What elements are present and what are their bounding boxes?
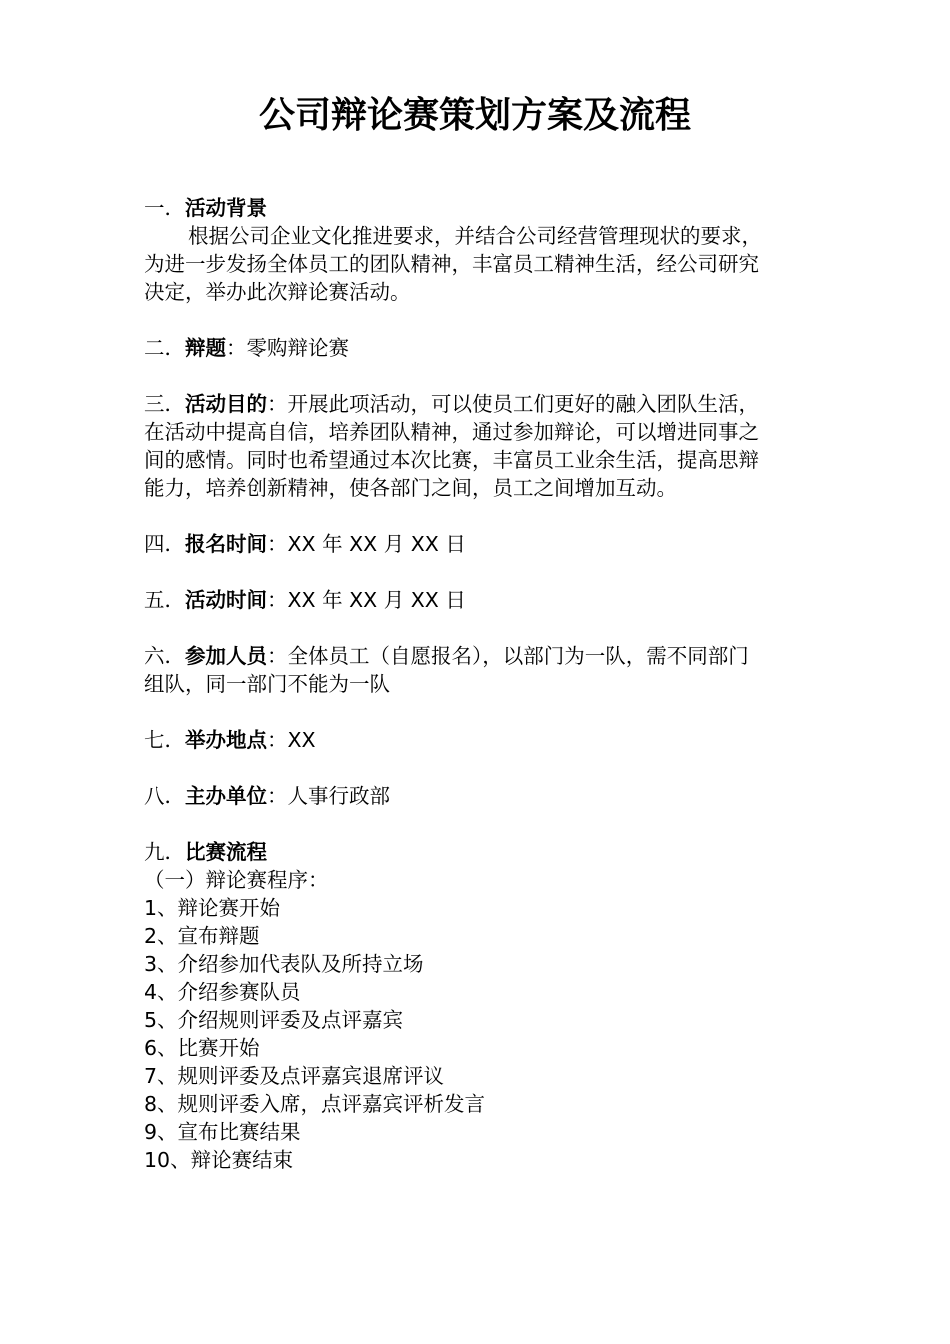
list-item: 1、辩论赛开始 <box>144 896 281 920</box>
list-item: 5、介绍规则评委及点评嘉宾 <box>144 1008 404 1032</box>
section-heading-line <box>144 334 824 362</box>
section-event-time <box>144 586 824 614</box>
paragraph-line: 能力，培养创新精神，使各部门之间，员工之间增加互动。 <box>144 476 677 500</box>
paragraph-line: 间的感情。同时也希望通过本次比赛，丰富员工业余生活，提高思辩 <box>144 448 759 472</box>
list-item: 9、宣布比赛结果 <box>144 1120 301 1144</box>
section-heading: 活动时间 <box>185 588 267 612</box>
list-item: 2、宣布辩题 <box>144 924 260 948</box>
section-number: 八． <box>144 784 185 808</box>
section-heading: 比赛流程 <box>185 840 267 864</box>
section-heading-line <box>144 586 824 614</box>
section-topic <box>144 334 824 362</box>
paragraph-line: 为进一步发扬全体员工的团队精神，丰富员工精神生活，经公司研究 <box>144 252 759 276</box>
list-item: 3、介绍参加代表队及所持立场 <box>144 952 424 976</box>
paragraph-line: 决定，举办此次辩论赛活动。 <box>144 280 411 304</box>
section-background <box>144 194 824 306</box>
section-text: ：XX 年 XX 月 XX 日 <box>267 588 466 612</box>
list-item: 6、比赛开始 <box>144 1036 260 1060</box>
section-text: ：XX <box>267 728 316 752</box>
section-text: ：全体员工（自愿报名），以部门为一队，需不同部门 <box>267 644 749 668</box>
section-number: 六． <box>144 644 185 668</box>
section-number: 五． <box>144 588 185 612</box>
section-heading-line <box>144 838 824 866</box>
section-heading: 活动目的 <box>185 392 267 416</box>
section-heading-line <box>144 642 824 670</box>
section-number: 一． <box>144 196 185 220</box>
section-heading: 报名时间 <box>185 532 267 556</box>
paragraph-line: 组队，同一部门不能为一队 <box>144 672 390 696</box>
section-heading: 参加人员 <box>185 644 267 668</box>
section-purpose <box>144 390 824 502</box>
list-item: 8、规则评委入席，点评嘉宾评析发言 <box>144 1092 486 1116</box>
section-number: 二． <box>144 336 185 360</box>
section-number: 四． <box>144 532 185 556</box>
section-text: ：人事行政部 <box>267 784 390 808</box>
list-item: 10、辩论赛结束 <box>144 1148 294 1172</box>
section-text: ：开展此项活动，可以使员工们更好的融入团队生活， <box>267 392 759 416</box>
section-heading: 举办地点 <box>185 728 267 752</box>
paragraph-line: 在活动中提高自信，培养团队精神，通过参加辩论，可以增进同事之 <box>144 420 759 444</box>
document-body <box>144 194 824 1202</box>
section-heading-line <box>144 390 824 418</box>
process-step-list <box>144 894 824 1174</box>
section-heading-line <box>144 782 824 810</box>
section-number: 七． <box>144 728 185 752</box>
section-text: ：零购辩论赛 <box>226 336 349 360</box>
section-heading-line <box>144 726 824 754</box>
list-item: 7、规则评委及点评嘉宾退席评议 <box>144 1064 445 1088</box>
section-text: ：XX 年 XX 月 XX 日 <box>267 532 466 556</box>
section-number: 三． <box>144 392 185 416</box>
paragraph-line: 根据公司企业文化推进要求，并结合公司经营管理现状的要求， <box>188 224 762 248</box>
process-subheading: （一）辩论赛程序： <box>144 868 329 892</box>
section-venue <box>144 726 824 754</box>
section-heading: 辩题 <box>185 336 226 360</box>
page-title: 公司辩论赛策划方案及流程 <box>258 95 691 136</box>
list-item: 4、介绍参赛队员 <box>144 980 301 1004</box>
section-heading-line <box>144 194 824 222</box>
section-organizer <box>144 782 824 810</box>
section-process <box>144 838 824 1174</box>
section-heading: 活动背景 <box>185 196 267 220</box>
section-registration <box>144 530 824 558</box>
section-number: 九． <box>144 840 185 864</box>
section-heading: 主办单位 <box>185 784 267 808</box>
section-heading-line <box>144 530 824 558</box>
section-participants <box>144 642 824 698</box>
